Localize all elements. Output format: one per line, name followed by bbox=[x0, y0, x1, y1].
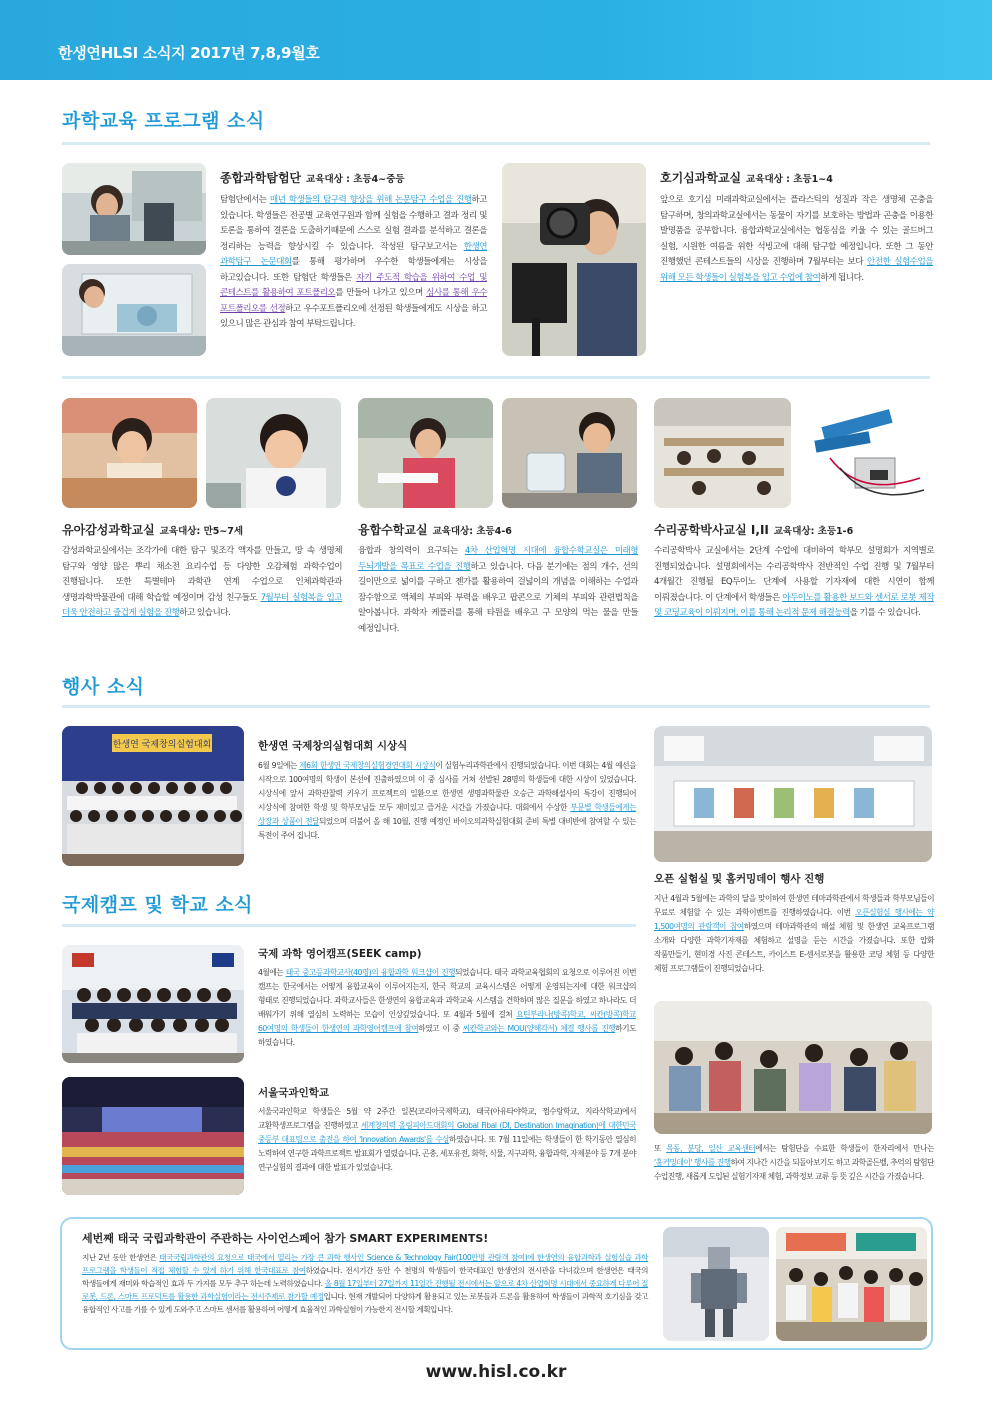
photo-award-ceremony bbox=[62, 726, 244, 866]
program-title-kinder: 유아감성과학교실 교육대상: 만5~7세 bbox=[62, 523, 244, 537]
photo-lab-experiment bbox=[62, 264, 206, 356]
event-title-award: 한생연 국제창의실험대회 시상식 bbox=[258, 740, 408, 752]
smart-experiments-title: 세번째 태국 국립과학관이 주관하는 사이언스페어 참가 SMART EXPERIMENTS! bbox=[82, 1232, 489, 1245]
photo-math-boy bbox=[502, 398, 637, 508]
svg-text:한생연 국제창의실험대회: 한생연 국제창의실험대회 bbox=[112, 740, 212, 750]
program-desc-explorer: 탐험단에서는 매년 학생들의 탐구력 향상을 위해 논문탐구 수업을 진행하고 있습니다. 학생들은 전공별 교육연구원과 함께 실험을 수행하고 결과 정리 및 토론을 통하여 결론을 도출하기때문에 스스로 실험 결과를 분석하고 결론을 정리하는 능력을 향상시킬 수 있습니다. 작성된 탐구보고서는 한생연 과학탐구 논문대회를 통해 평가하며 우수한 학생들에게는 시상을 하고있습니다. 또한 탐험단 학생들은 자기 주도적 학습을 위하여 수업 및 콘테스트를 활용하여 포트폴리오를 만들어 나가고 있으며 심사를 통해 우수 포트폴리오를 선정하고 우수포트폴리오에 선정된 학생들에게도 시상을 하고 있으니 많은 관심과 참여 부탁드립니다. bbox=[220, 195, 488, 329]
event-title-open-lab: 오픈 실험실 및 홈커밍데이 행사 진행 bbox=[654, 873, 825, 885]
program-title-robotics: 수리공학박사교실 I,II 교육대상: 초등1-6 bbox=[654, 523, 854, 537]
divider bbox=[62, 705, 930, 708]
photo-robot-exhibit bbox=[663, 1227, 769, 1341]
program-desc-kinder: 감성과학교실에서는 조각가에 대한 탐구 및조각 액자를 만들고, 땅 속 생명체 탐구와 영양 많은 뿌리 채소전 요리수업 등 다양한 오감체험 과학수업이 진행됩니다. 또한 특별테마 과학관 연계 수업으로 인체과학관과 생명과학박물관에 대해 학습할 예정이며 감성 친구들도 7월부터 실험복을 입고 더욱 안전하고 즐겁게 실험을 진행하고 있습니다. bbox=[62, 546, 342, 618]
camp-title-school: 서울국과인학교 bbox=[258, 1087, 330, 1099]
section-title-camp: 국제캠프 및 학교 소식 bbox=[62, 894, 254, 916]
photo-kinder-boy bbox=[206, 398, 341, 508]
photo-robot-kit bbox=[800, 398, 932, 508]
program-title-math: 융합수학교실 교육대상: 초등4-6 bbox=[358, 523, 512, 537]
program-desc-robotics: 수리공학박사 교실에서는 2단계 수업에 대비하여 학부모 설명회가 지역별로 진행되었습니다. 설명회에서는 수리공학박사 전반적인 수업 진행 및 7월부터 4개월간 진행될 EQ두이노 단계에 사용할 기자재에 대한 시연이 함께 이뤄졌습니다. 이 단계에서 학생들은 아두이노를 활용한 보드와 센서로 로봇 제작 및 코딩교육이 이뤄지며, 이를 통해 논리적 문제 해결능력을 기를 수 있습니다. bbox=[654, 546, 934, 618]
event-desc-homecoming: 또 목동, 분당, 일산 교육센터에서는 탐험단을 수료한 학생들이 한자리에서 만나는 '홈커밍데이' 행사를 진행하여 지나간 시간을 되돌아보기도 하고 과학골든벨, 추억의 탐험단 수업진행, 새롭게 도입된 실험기자재 체험, 과학정보 교류 등 뜻 깊은 시간을 가졌습니다. bbox=[654, 1144, 934, 1181]
photo-robotics-room bbox=[654, 398, 791, 508]
photo-math-girl bbox=[358, 398, 493, 508]
event-desc-open-lab: 지난 4월과 5월에는 과학의 달을 맞이하여 한생연 테마과학관에서 학생들과 학부모님들이 무료로 체험할 수 있는 과학이벤트를 진행하였습니다. 이번 오픈실험실 행사에는 약 1,500여명의 관람객이 참여하였으며 테마과학관의 해설 체험 및 한생연 교육프로그램 소개와 다양한 과학기자재를 체험하고 설명을 듣는 시간을 가졌습니다. 또한 압화 작품만들기, 현미경 사진 콘테스트, 카이스트 E-센서로봇을 활용한 코딩 체험 등 다양한 체험 프로그램들이 진행되었습니다. bbox=[654, 894, 934, 973]
newsletter-title: 한생연HLSI 소식지 2017년 7,8,9월호 bbox=[58, 44, 320, 62]
event-desc-award: 6월 9일에는 제6회 한생연 국제창의실험경연대회 시상식이 실험누리과학관에서 진행되었습니다. 이번 대회는 4월 예선을 시작으로 100여명의 학생이 본선에 진출하였으며 이 중 심사를 거쳐 선발된 28명의 학생들에 대한 시상이 있었습니다. 시상식에 앞서 과학관찰력 키우기 프로젝트의 일환으로 한생연 생명과학물관 오승근 과학해설사의 특강이 진행되어 시상식에 참여한 학생 및 학부모님들 모두 재미있고 즐거운 시간을 가졌습니다. 대회에서 수상한 부문별 학생들에게는 상장과 상품이 전달되었으며 더불어 올 해 10월, 진행 예정인 바이오의과학실험대회 준비 특별 대비반에 참여할 수 있는 특전이 주어 집니다. bbox=[258, 761, 637, 840]
photo-open-lab bbox=[654, 726, 932, 862]
divider bbox=[62, 376, 930, 379]
photo-seek-camp bbox=[62, 945, 244, 1063]
section-title-science: 과학교육 프로그램 소식 bbox=[62, 110, 265, 132]
section-title-events: 행사 소식 bbox=[62, 676, 145, 698]
program-desc-curiosity: 앞으로 호기심 미래과학교실에서는 플라스틱의 성질과 작은 생명체 곤충을 탐구하며, 창의과학교실에서는 동물이 자기를 보호하는 방법과 곤충을 이용한 발명품을 공부합니다. 융합과학교실에서는 협동심을 키울 수 있는 골드버그 실험, 시원한 여름을 위한 석빙고에 대해 탐구할 예정입니다. 또한 그 동안 진행했던 콘테스트들의 시상을 진행하며 7월부터는 보다 안전한 실험수업을 위해 모든 학생들이 실험복을 입고 수업에 참여하게 됩니다. bbox=[660, 195, 933, 283]
photo-kinder-craft bbox=[62, 398, 197, 508]
smart-experiments-desc: 지난 2년 동안 한생연은 태국국립과학관의 요청으로 태국에서 열리는 가장 큰 과학 행사인 Science & Technology Fair(100만명 관람객 참여)에 한생연의 융합과학과 실험실습 과학 프로그램을 학생들이 직접 체험할 수 있게 하기 위해 한국대표로 참여하였습니다. 전시기간 동안 수 천명의 학생들이 한국대표인 한생연의 전시관을 다녀갔으며 한생연은 태국의 학생들에게 재미와 학습적인 효과 두 가지를 모두 추구 하는데 노력하였습니다. 올 8월 17일부터 27일까지 11일간 진행될 전시에서는 앞으로 4차 산업혁명 시대에서 중요하게 다루어 질 로봇, 드론, 스마트 프로덕트를 활용한 과학실험이라는 전시주제로 참가할 예정입니다. 현재 개발되어 다양하게 활용되고 있는 로봇들과 드론을 활용하여 학생들이 과학적 호기심을 갖고 융합적인 사고를 기를 수 있게 도와주고 스마트 센서를 활용하여 어떻게 효율적인 과학실험이 가능한지 전시할 계획입니다. bbox=[82, 1253, 649, 1314]
program-title-curiosity: 호기심과학교실 교육대상 : 초등1~4 bbox=[660, 171, 833, 185]
program-desc-math: 융합과 창의력이 요구되는 4차 산업혁명 시대에 융합수학교실은 미래형 두뇌개발을 목표로 수업을 진행하고 있습니다. 다음 분기에는 점의 개수, 선의 길이만으로 넓이를 구하고 젠가를 활용하여 걸넓이의 개념을 이해하는 수업과 잠수함으로 액체의 부피와 부력을 배우고 팝콘으로 기체의 부피와 관련법칙을 알아봅니다. 과학자 케플러를 통해 타원을 배우고 구 모양의 먹는 물을 만들 예정입니다. bbox=[358, 546, 638, 634]
footer-url: www.hisl.co.kr bbox=[425, 1362, 567, 1382]
photo-science-fair bbox=[776, 1227, 927, 1341]
photo-homecoming bbox=[654, 1001, 932, 1134]
camp-desc-school: 서울국과인학교 학생들은 5월 약 2주간 일본(코리아국제학교), 태국(아유타야학교, 쩜수랑학교, 지라삭학교)에서 교환학생프로그램을 진행하였고 세계창의력 올림피아드대회의 Global Fibal (DI, Destination Imagination)에 대한민국 중등부 대표팀으로 출전을 하여 'Innovation Awards'를 수상하였습니다. 또 7월 11일에는 학생들이 한 학기동안 열심히 노력하여 연구한 과학프로젝트 발표회가 열렸습니다. 곤충, 세포유전, 화학, 식물, 지구과학, 융합과학, 자제분야 등 7개 분야 연구실험의 결과에 대한 발표가 있었습니다. bbox=[258, 1107, 636, 1172]
divider bbox=[62, 924, 636, 927]
header-bar bbox=[0, 0, 992, 80]
camp-title-seek: 국제 과학 영어캠프(SEEK camp) bbox=[258, 948, 422, 960]
photo-camera-boy bbox=[502, 163, 646, 356]
photo-di-stadium bbox=[62, 1077, 244, 1195]
program-title-explorer: 종합과학탐험단 교육대상 : 초등4~중등 bbox=[220, 171, 405, 185]
divider bbox=[62, 142, 930, 145]
photo-microscope-girl bbox=[62, 163, 206, 255]
camp-desc-seek: 4월에는 태국 중고등과학교사(40명)의 융합과학 워크샵이 진행되었습니다. 태국 과학교육협회의 요청으로 이루어진 이번 캠프는 한국에서는 어떻게 융합교육이 이루어지는지, 한국 학교의 교육시스템은 어떻게 운영되는지에 대한 워크샵의 형태로 진행되었습니다. 과학교사들은 한생연의 융합교육과 과학교육 시스템을 견학하며 많은 질문을 하였고 하나라도 더 배워가기 위해 열심히 노력하는 모습이 인상깊었습니다. 또 4월과 5월에 걸쳐 요틴부라나(방콕)학교, 씨칸(방콕)학교 60여명의 학생들이 한생연의 과학영어캠프에 참여하였고 이 중 씨칸학교와는 MOU(양해각서) 체결 행사를 진행하기도 하였습니다. bbox=[258, 968, 637, 1047]
